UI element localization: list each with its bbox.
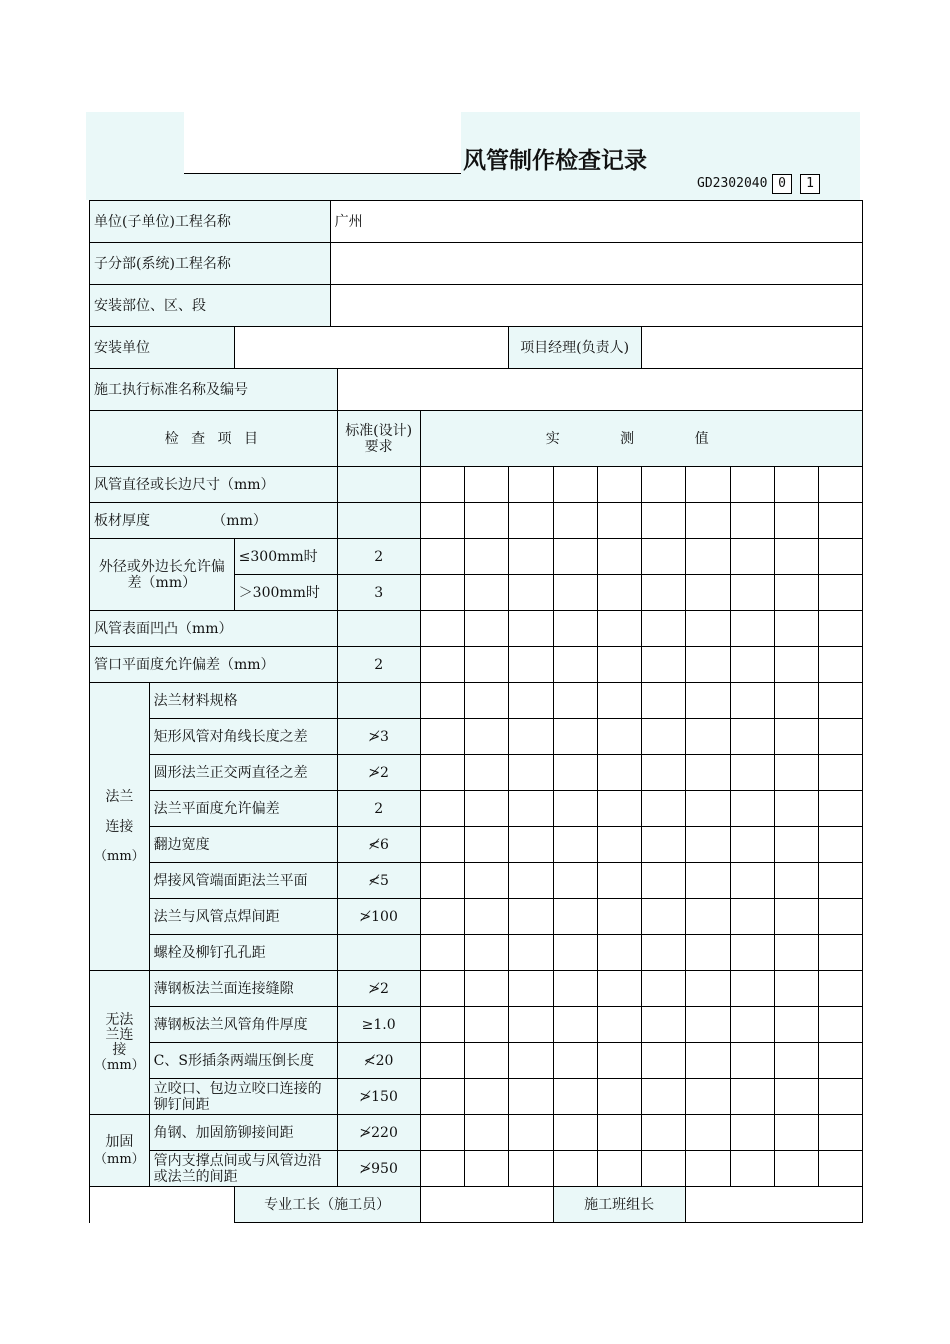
row-label: 薄钢板法兰风管角件厚度 — [149, 1007, 337, 1043]
measured-cell[interactable] — [420, 1151, 464, 1187]
standard-label: 施工执行标准名称及编号 — [90, 369, 338, 411]
measured-cell[interactable] — [774, 1043, 818, 1079]
measured-cell[interactable] — [508, 611, 553, 647]
measured-cell[interactable] — [774, 1151, 818, 1187]
measured-cell[interactable] — [685, 1043, 730, 1079]
measured-cell[interactable] — [818, 1079, 862, 1115]
table-row — [90, 683, 863, 719]
measured-cell[interactable] — [553, 863, 597, 899]
measured-cell[interactable] — [420, 575, 464, 611]
measured-cell[interactable] — [774, 539, 818, 575]
measured-cell[interactable] — [730, 539, 774, 575]
measured-cell[interactable] — [641, 1151, 685, 1187]
foreman-label: 专业工长（施工员） — [234, 1187, 420, 1223]
measured-cell[interactable] — [464, 971, 508, 1007]
measured-cell[interactable] — [685, 863, 730, 899]
measured-cell[interactable] — [508, 827, 553, 863]
measured-cell[interactable] — [464, 1007, 508, 1043]
reinforce-group-line: 加固 — [105, 1133, 134, 1150]
location-label: 安装部位、区、段 — [90, 285, 331, 327]
row-standard: ≥1.0 — [337, 1007, 420, 1043]
measured-cell[interactable] — [641, 1079, 685, 1115]
measured-cell[interactable] — [553, 1043, 597, 1079]
measured-cell[interactable] — [420, 647, 464, 683]
row-label: 翻边宽度 — [149, 827, 337, 863]
table-row — [90, 935, 863, 971]
measured-cell[interactable] — [641, 467, 685, 503]
measured-cell[interactable] — [730, 899, 774, 935]
measured-cell[interactable] — [730, 647, 774, 683]
measured-cell[interactable] — [730, 863, 774, 899]
measured-cell[interactable] — [553, 935, 597, 971]
measured-cell[interactable] — [641, 719, 685, 755]
measured-cell[interactable] — [464, 827, 508, 863]
page-title: 风管制作检查记录 — [463, 148, 647, 174]
team-leader-value[interactable] — [685, 1187, 862, 1223]
measured-cell[interactable] — [818, 863, 862, 899]
measured-cell[interactable] — [685, 899, 730, 935]
measured-cell[interactable] — [774, 467, 818, 503]
measured-cell[interactable] — [420, 863, 464, 899]
measured-cell[interactable] — [464, 863, 508, 899]
table-row — [90, 467, 863, 503]
measured-cell[interactable] — [685, 683, 730, 719]
table-row — [90, 1079, 863, 1115]
measured-cell[interactable] — [641, 863, 685, 899]
measured-cell[interactable] — [818, 1007, 862, 1043]
measured-cell[interactable] — [774, 935, 818, 971]
unit-name-label: 单位(子单位)工程名称 — [90, 201, 331, 243]
measured-cell[interactable] — [508, 575, 553, 611]
row-standard: ≯150 — [337, 1079, 420, 1115]
row-label: 法兰平面度允许偏差 — [149, 791, 337, 827]
measured-cell[interactable] — [730, 683, 774, 719]
measured-cell[interactable] — [730, 575, 774, 611]
measured-cell[interactable] — [818, 467, 862, 503]
measured-cell[interactable] — [553, 575, 597, 611]
measured-cell[interactable] — [420, 755, 464, 791]
row-standard: ≯3 — [337, 719, 420, 755]
measured-cell[interactable] — [508, 1043, 553, 1079]
row-standard: 3 — [337, 575, 420, 611]
row-standard: ≯2 — [337, 755, 420, 791]
measured-cell[interactable] — [508, 791, 553, 827]
row-label: 螺栓及柳钉孔孔距 — [149, 935, 337, 971]
measured-cell[interactable] — [553, 1079, 597, 1115]
measured-cell[interactable] — [730, 935, 774, 971]
measured-cell[interactable] — [553, 503, 597, 539]
title-blank-underline — [184, 112, 461, 174]
measured-cell[interactable] — [597, 1115, 641, 1151]
row-standard: ≯950 — [337, 1151, 420, 1187]
row-sublabel: ≤300mm时 — [234, 539, 337, 575]
measured-cell[interactable] — [508, 971, 553, 1007]
measured-cell[interactable] — [641, 827, 685, 863]
measured-cell[interactable] — [420, 935, 464, 971]
measured-cell[interactable] — [597, 467, 641, 503]
tolerance-group-label: 外径或外边长允许偏差（mm） — [90, 539, 235, 611]
standard-value[interactable] — [337, 369, 862, 411]
noflange-group-line: 兰连 — [105, 1026, 134, 1043]
row-standard — [337, 683, 420, 719]
measured-cell[interactable] — [685, 539, 730, 575]
measured-cell[interactable] — [464, 647, 508, 683]
form-code: GD2302040 — [697, 176, 768, 191]
team-leader-label: 施工班组长 — [553, 1187, 685, 1223]
row-label: 法兰材料规格 — [149, 683, 337, 719]
table-row — [90, 899, 863, 935]
measured-cell[interactable] — [420, 899, 464, 935]
measured-cell[interactable] — [464, 1115, 508, 1151]
measured-cell[interactable] — [508, 683, 553, 719]
table-row — [90, 863, 863, 899]
install-unit-value[interactable] — [234, 327, 508, 369]
measured-cell[interactable] — [730, 1115, 774, 1151]
measured-cell[interactable] — [774, 971, 818, 1007]
measured-cell[interactable] — [641, 1007, 685, 1043]
measured-cell[interactable] — [685, 503, 730, 539]
footer-blank — [90, 1187, 235, 1223]
table-row — [90, 755, 863, 791]
measured-cell[interactable] — [597, 863, 641, 899]
measured-cell[interactable] — [553, 755, 597, 791]
unit-name-value[interactable]: 广州 — [330, 201, 862, 243]
table-row — [90, 1115, 863, 1151]
measured-cell[interactable] — [597, 899, 641, 935]
measured-cell[interactable] — [597, 827, 641, 863]
measured-cell[interactable] — [641, 539, 685, 575]
measured-cell[interactable] — [818, 647, 862, 683]
location-value[interactable] — [330, 285, 862, 327]
measured-cell[interactable] — [553, 467, 597, 503]
row-label: 焊接风管端面距法兰平面 — [149, 863, 337, 899]
measured-cell[interactable] — [818, 899, 862, 935]
row-standard: ≯220 — [337, 1115, 420, 1151]
measured-cell[interactable] — [597, 539, 641, 575]
form-code-box-1[interactable]: 0 — [772, 174, 792, 194]
inspection-table — [89, 200, 863, 1223]
measured-cell[interactable] — [553, 827, 597, 863]
measured-cell[interactable] — [685, 1079, 730, 1115]
measured-cell[interactable] — [730, 1007, 774, 1043]
measured-cell[interactable] — [553, 683, 597, 719]
measured-cell[interactable] — [508, 1151, 553, 1187]
measured-cell[interactable] — [464, 935, 508, 971]
table-row — [90, 791, 863, 827]
measured-cell[interactable] — [685, 719, 730, 755]
measured-cell[interactable] — [464, 683, 508, 719]
measured-cell[interactable] — [730, 719, 774, 755]
row-label: 圆形法兰正交两直径之差 — [149, 755, 337, 791]
measured-cell[interactable] — [685, 575, 730, 611]
table-row — [90, 1043, 863, 1079]
measured-cell[interactable] — [464, 539, 508, 575]
row-standard: 2 — [337, 539, 420, 575]
measured-cell[interactable] — [774, 755, 818, 791]
install-unit-label: 安装单位 — [90, 327, 235, 369]
measured-cell[interactable] — [685, 467, 730, 503]
measured-cell[interactable] — [508, 539, 553, 575]
flange-group-line: 法兰 — [105, 788, 134, 805]
measured-cell[interactable] — [641, 935, 685, 971]
measured-cell[interactable] — [730, 503, 774, 539]
measured-cell[interactable] — [730, 755, 774, 791]
measured-cell[interactable] — [464, 1079, 508, 1115]
measured-cell[interactable] — [685, 755, 730, 791]
row-standard — [337, 467, 420, 503]
measured-cell[interactable] — [641, 1115, 685, 1151]
measured-cell[interactable] — [597, 791, 641, 827]
measured-cell[interactable] — [641, 899, 685, 935]
row-label: 风管表面凹凸（mm） — [90, 611, 338, 647]
row-sublabel: ＞300mm时 — [234, 575, 337, 611]
col-header-standard: 标准(设计)要求 — [337, 411, 420, 467]
measured-cell[interactable] — [730, 1079, 774, 1115]
row-standard: ≯100 — [337, 899, 420, 935]
table-row — [90, 539, 863, 575]
row-label: 板材厚度 （mm） — [90, 503, 338, 539]
project-manager-value[interactable] — [641, 327, 862, 369]
measured-cell[interactable] — [508, 647, 553, 683]
row-label: 风管直径或长边尺寸（mm） — [90, 467, 338, 503]
row-standard: ≮5 — [337, 863, 420, 899]
measured-cell[interactable] — [641, 971, 685, 1007]
measured-cell[interactable] — [597, 1007, 641, 1043]
measured-cell[interactable] — [818, 503, 862, 539]
measured-cell[interactable] — [508, 755, 553, 791]
measured-cell[interactable] — [818, 791, 862, 827]
measured-cell[interactable] — [553, 971, 597, 1007]
measured-cell[interactable] — [685, 1007, 730, 1043]
measured-cell[interactable] — [730, 1151, 774, 1187]
row-label: 立咬口、包边立咬口连接的铆钉间距 — [149, 1079, 337, 1115]
row-label: C、S形插条两端压倒长度 — [149, 1043, 337, 1079]
measured-cell[interactable] — [641, 755, 685, 791]
measured-cell[interactable] — [420, 719, 464, 755]
table-row — [90, 503, 863, 539]
measured-cell[interactable] — [464, 899, 508, 935]
measured-cell[interactable] — [553, 791, 597, 827]
measured-cell[interactable] — [420, 683, 464, 719]
measured-cell[interactable] — [597, 971, 641, 1007]
measured-cell[interactable] — [685, 611, 730, 647]
measured-cell[interactable] — [774, 647, 818, 683]
measured-cell[interactable] — [464, 755, 508, 791]
measured-cell[interactable] — [774, 1115, 818, 1151]
measured-cell[interactable] — [774, 827, 818, 863]
project-manager-label: 项目经理(负责人) — [508, 327, 641, 369]
measured-cell[interactable] — [508, 719, 553, 755]
row-standard: 2 — [337, 647, 420, 683]
measured-cell[interactable] — [641, 503, 685, 539]
measured-cell[interactable] — [818, 611, 862, 647]
measured-cell[interactable] — [641, 791, 685, 827]
flange-group-line: 连接 — [105, 818, 134, 835]
row-label: 薄钢板法兰面连接缝隙 — [149, 971, 337, 1007]
col-header-item: 检 查 项 目 — [90, 411, 338, 467]
col-header-measured: 实 测 值 — [420, 411, 862, 467]
measured-cell[interactable] — [818, 1115, 862, 1151]
reinforce-group-line: （mm） — [94, 1151, 145, 1167]
measured-cell[interactable] — [508, 503, 553, 539]
form-code-box-2[interactable]: 1 — [800, 174, 820, 194]
measured-cell[interactable] — [774, 503, 818, 539]
measured-cell[interactable] — [774, 791, 818, 827]
measured-cell[interactable] — [730, 971, 774, 1007]
measured-cell[interactable] — [730, 791, 774, 827]
footer-row — [90, 1187, 863, 1223]
measured-cell[interactable] — [774, 719, 818, 755]
measured-cell[interactable] — [553, 1007, 597, 1043]
measured-cell[interactable] — [597, 575, 641, 611]
measured-cell[interactable] — [730, 611, 774, 647]
measured-cell[interactable] — [685, 827, 730, 863]
measured-cell[interactable] — [420, 611, 464, 647]
measured-cell[interactable] — [685, 791, 730, 827]
row-standard — [337, 611, 420, 647]
measured-cell[interactable] — [464, 575, 508, 611]
row-standard — [337, 935, 420, 971]
measured-cell[interactable] — [464, 1151, 508, 1187]
measured-cell[interactable] — [730, 827, 774, 863]
measured-cell[interactable] — [597, 935, 641, 971]
measured-cell[interactable] — [730, 467, 774, 503]
measured-cell[interactable] — [730, 1043, 774, 1079]
measured-cell[interactable] — [818, 1151, 862, 1187]
measured-cell[interactable] — [597, 719, 641, 755]
measured-cell[interactable] — [553, 539, 597, 575]
measured-cell[interactable] — [774, 575, 818, 611]
measured-cell[interactable] — [464, 503, 508, 539]
measured-cell[interactable] — [641, 611, 685, 647]
measured-cell[interactable] — [508, 467, 553, 503]
measured-cell[interactable] — [685, 1115, 730, 1151]
measured-cell[interactable] — [685, 647, 730, 683]
measured-cell[interactable] — [641, 1043, 685, 1079]
row-standard: ≮20 — [337, 1043, 420, 1079]
measured-cell[interactable] — [464, 791, 508, 827]
measured-cell[interactable] — [774, 611, 818, 647]
measured-cell[interactable] — [420, 503, 464, 539]
measured-cell[interactable] — [597, 1079, 641, 1115]
measured-cell[interactable] — [508, 935, 553, 971]
row-label: 角钢、加固筋铆接间距 — [149, 1115, 337, 1151]
noflange-group-label — [90, 971, 150, 1115]
measured-cell[interactable] — [597, 611, 641, 647]
measured-cell[interactable] — [597, 755, 641, 791]
measured-cell[interactable] — [641, 647, 685, 683]
row-standard: ≯2 — [337, 971, 420, 1007]
measured-cell[interactable] — [818, 971, 862, 1007]
flange-group-line: （mm） — [94, 848, 145, 864]
subsection-label: 子分部(系统)工程名称 — [90, 243, 331, 285]
measured-cell[interactable] — [818, 539, 862, 575]
row-standard — [337, 503, 420, 539]
measured-cell[interactable] — [597, 503, 641, 539]
measured-cell[interactable] — [774, 683, 818, 719]
measured-cell[interactable] — [774, 1079, 818, 1115]
measured-cell[interactable] — [818, 1043, 862, 1079]
row-label: 管口平面度允许偏差（mm） — [90, 647, 338, 683]
measured-cell[interactable] — [508, 1007, 553, 1043]
measured-cell[interactable] — [420, 1007, 464, 1043]
measured-cell[interactable] — [553, 719, 597, 755]
measured-cell[interactable] — [420, 1043, 464, 1079]
measured-cell[interactable] — [818, 755, 862, 791]
measured-cell[interactable] — [774, 1007, 818, 1043]
table-row — [90, 719, 863, 755]
measured-cell[interactable] — [597, 1043, 641, 1079]
measured-cell[interactable] — [685, 1151, 730, 1187]
measured-cell[interactable] — [420, 791, 464, 827]
measured-cell[interactable] — [641, 575, 685, 611]
measured-cell[interactable] — [420, 827, 464, 863]
row-standard: 2 — [337, 791, 420, 827]
measured-cell[interactable] — [464, 719, 508, 755]
measured-cell[interactable] — [553, 899, 597, 935]
measured-cell[interactable] — [420, 1115, 464, 1151]
measured-cell[interactable] — [553, 611, 597, 647]
measured-cell[interactable] — [597, 683, 641, 719]
measured-cell[interactable] — [685, 971, 730, 1007]
measured-cell[interactable] — [685, 935, 730, 971]
measured-cell[interactable] — [641, 683, 685, 719]
noflange-group-line: 无法 — [105, 1011, 134, 1028]
measured-cell[interactable] — [420, 539, 464, 575]
flange-group-label — [90, 683, 150, 971]
table-row — [90, 647, 863, 683]
measured-cell[interactable] — [420, 1079, 464, 1115]
row-standard: ≮6 — [337, 827, 420, 863]
measured-cell[interactable] — [464, 611, 508, 647]
foreman-value[interactable] — [420, 1187, 553, 1223]
measured-cell[interactable] — [508, 1115, 553, 1151]
row-label: 管内支撑点间或与风管边沿或法兰的间距 — [149, 1151, 337, 1187]
measured-cell[interactable] — [774, 899, 818, 935]
measured-cell[interactable] — [818, 719, 862, 755]
table-row — [90, 611, 863, 647]
measured-cell[interactable] — [420, 467, 464, 503]
measured-cell[interactable] — [508, 1079, 553, 1115]
measured-cell[interactable] — [818, 575, 862, 611]
measured-cell[interactable] — [774, 863, 818, 899]
measured-cell[interactable] — [508, 899, 553, 935]
measured-cell[interactable] — [553, 647, 597, 683]
row-label: 法兰与风管点焊间距 — [149, 899, 337, 935]
measured-cell[interactable] — [553, 1115, 597, 1151]
noflange-group-line: 接 — [112, 1041, 127, 1058]
measured-cell[interactable] — [818, 935, 862, 971]
measured-cell[interactable] — [818, 827, 862, 863]
table-row — [90, 827, 863, 863]
table-row — [90, 1007, 863, 1043]
measured-cell[interactable] — [597, 1151, 641, 1187]
table-row — [90, 1151, 863, 1187]
measured-cell[interactable] — [464, 1043, 508, 1079]
measured-cell[interactable] — [464, 467, 508, 503]
measured-cell[interactable] — [508, 863, 553, 899]
noflange-group-line: （mm） — [94, 1057, 145, 1073]
subsection-value[interactable] — [330, 243, 862, 285]
measured-cell[interactable] — [818, 683, 862, 719]
reinforce-group-label — [90, 1115, 150, 1187]
measured-cell[interactable] — [420, 971, 464, 1007]
table-row — [90, 971, 863, 1007]
row-label: 矩形风管对角线长度之差 — [149, 719, 337, 755]
measured-cell[interactable] — [553, 1151, 597, 1187]
measured-cell[interactable] — [597, 647, 641, 683]
